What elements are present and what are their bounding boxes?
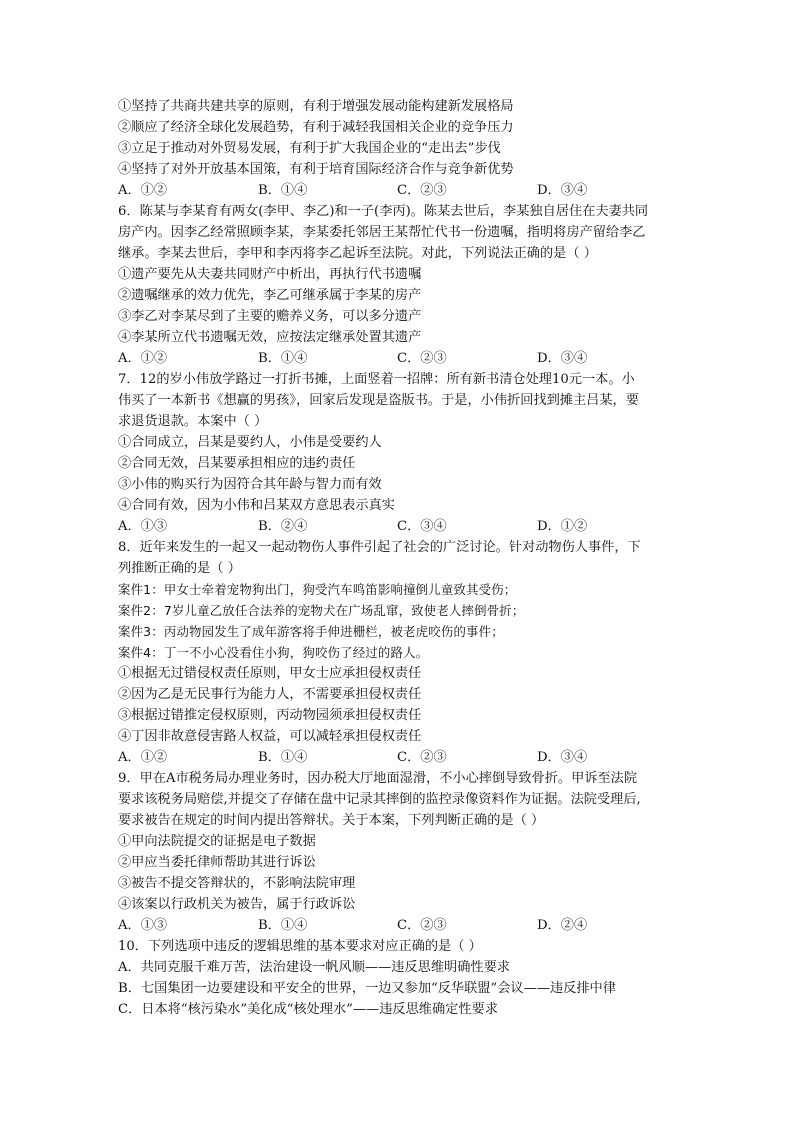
q8-option-2: ②因为乙是无民事行为能力人，不需要承担侵权责任 — [118, 687, 422, 702]
answer-b: B．①④ — [258, 351, 308, 366]
q6-stem-1: 6．陈某与李某育有两女(李甲、李乙)和一子(李丙)。陈某去世后，李某独自居住在夫妻共同 — [118, 204, 649, 219]
q7-option-1: ①合同成立，吕某是要约人，小伟是受要约人 — [118, 435, 382, 450]
q6-stem-3: 继承。李某去世后，李甲和李丙将李乙起诉至法院。对此，下列说法正确的是（ ） — [118, 246, 597, 261]
q7-stem-1: 7．12的岁小伟放学路过一打折书摊，上面竖着一招牌：所有新书清仓处理10元一本。小 — [118, 372, 635, 387]
q5-option-2: ②顺应了经济全球化发展趋势，有利于减轻我国相关企业的竞争压力 — [118, 120, 514, 135]
answer-c: C．③④ — [397, 519, 447, 534]
answer-b: B．①④ — [258, 183, 308, 198]
answer-b: B．①④ — [258, 918, 308, 933]
q7-option-4: ④合同有效，因为小伟和吕某双方意思表示真实 — [118, 498, 395, 513]
q8-option-4: ④丁因非故意侵害路人权益，可以减轻承担侵权责任 — [118, 729, 422, 744]
q10-stem: 10．下列选项中违反的逻辑思维的基本要求对应正确的是（ ） — [118, 939, 482, 954]
q8-option-3: ③根据过错推定侵权原则，丙动物园须承担侵权责任 — [118, 708, 422, 723]
q8-case-4: 案件4：丁一不小心没看住小狗，狗咬伤了经过的路人。 — [118, 645, 429, 660]
q8-case-1: 案件1：甲女士牵着宠物狗出门，狗受汽车鸣笛影响撞倒儿童致其受伤； — [118, 582, 517, 597]
q7-stem-3: 求退货退款。本案中（ ） — [118, 414, 268, 429]
q6-option-2: ②遗嘱继承的效力优先，李乙可继承属于李某的房产 — [118, 288, 422, 303]
q5-option-3: ③立足于推动对外贸易发展，有利于扩大我国企业的“走出去”步伐 — [118, 141, 501, 156]
answer-d: D．③④ — [537, 183, 588, 198]
q9-option-2: ②甲应当委托律师帮助其进行诉讼 — [118, 855, 316, 870]
q8-option-1: ①根据无过错侵权责任原则，甲女士应承担侵权责任 — [118, 666, 422, 681]
answer-c: C．②③ — [397, 351, 447, 366]
q5-option-4: ④坚持了对外开放基本国策，有利于培育国际经济合作与竞争新优势 — [118, 162, 514, 177]
answer-a: A．①③ — [118, 918, 168, 933]
answer-c: C．②③ — [397, 918, 447, 933]
q8-stem-2: 列推断正确的是（ ） — [118, 561, 241, 576]
q9-option-1: ①甲向法院提交的证据是电子数据 — [118, 834, 316, 849]
q9-option-3: ③被告不提交答辩状的，不影响法院审理 — [118, 876, 356, 891]
answer-d: D．①② — [537, 519, 588, 534]
q6-option-1: ①遗产要先从夫妻共同财产中析出，再执行代书遗嘱 — [118, 267, 422, 282]
answer-b: B．②④ — [258, 519, 308, 534]
answer-a: A．①② — [118, 183, 168, 198]
q6-option-4: ④李某所立代书遗嘱无效，应按法定继承处置其遗产 — [118, 330, 422, 345]
answer-c: C．②③ — [397, 750, 447, 765]
q10-option-b: B．七国集团一边要建设和平安全的世界，一边又参加“反华联盟”会议——违反排中律 — [118, 981, 616, 996]
q7-stem-2: 伟买了一本新书《想赢的男孩》，回家后发现是盗版书。于是，小伟折回找到摊主吕某，要 — [118, 393, 639, 408]
q7-option-3: ③小伟的购买行为因符合其年龄与智力而有效 — [118, 477, 382, 492]
answer-a: A．①② — [118, 750, 168, 765]
q5-option-1: ①坚持了共商共建共享的原则，有利于增强发展动能构建新发展格局 — [118, 99, 514, 114]
q8-case-3: 案件3：丙动物园发生了成年游客将手伸进栅栏，被老虎咬伤的事件； — [118, 624, 504, 639]
q10-option-c: C．日本将“核污染水”美化成“核处理水”——违反思维确定性要求 — [118, 1002, 498, 1017]
q6-stem-2: 房产内。因李乙经常照顾李某，李某委托邻居王某帮忙代书一份遗嘱，指明将房产留给李乙 — [118, 225, 646, 240]
answer-a: A．①② — [118, 351, 168, 366]
q9-option-4: ④该案以行政机关为被告，属于行政诉讼 — [118, 897, 356, 912]
q8-stem-1: 8．近年来发生的一起又一起动物伤人事件引起了社会的广泛讨论。针对动物伤人事件，下 — [118, 540, 641, 555]
answer-b: B．①④ — [258, 750, 308, 765]
q10-option-a: A．共同克服千难万苦，法治建设一帆风顺——违反思维明确性要求 — [118, 960, 510, 975]
answer-d: D．③④ — [537, 351, 588, 366]
q9-stem-3: 要求被告在规定的时间内提出答辩状。关于本案，下列判断正确的是（ ） — [118, 813, 545, 828]
q7-option-2: ②合同无效，吕某要承担相应的违约责任 — [118, 456, 356, 471]
q9-stem-2: 要求该税务局赔偿,并提交了存储在盘中记录其摔倒的监控录像资料作为证据。法院受理后, — [118, 792, 641, 807]
answer-d: D．②④ — [537, 918, 588, 933]
q9-stem-1: 9．甲在A市税务局办理业务时，因办税大厅地面湿滑，不小心摔倒导致骨折。甲诉至法院 — [118, 771, 638, 786]
answer-d: D．③④ — [537, 750, 588, 765]
q8-case-2: 案件2：7岁儿童乙放任合法养的宠物犬在广场乱窜，致使老人摔倒骨折； — [118, 603, 525, 618]
q6-option-3: ③李乙对李某尽到了主要的赡养义务，可以多分遗产 — [118, 309, 422, 324]
answer-c: C．②③ — [397, 183, 447, 198]
answer-a: A．①③ — [118, 519, 168, 534]
